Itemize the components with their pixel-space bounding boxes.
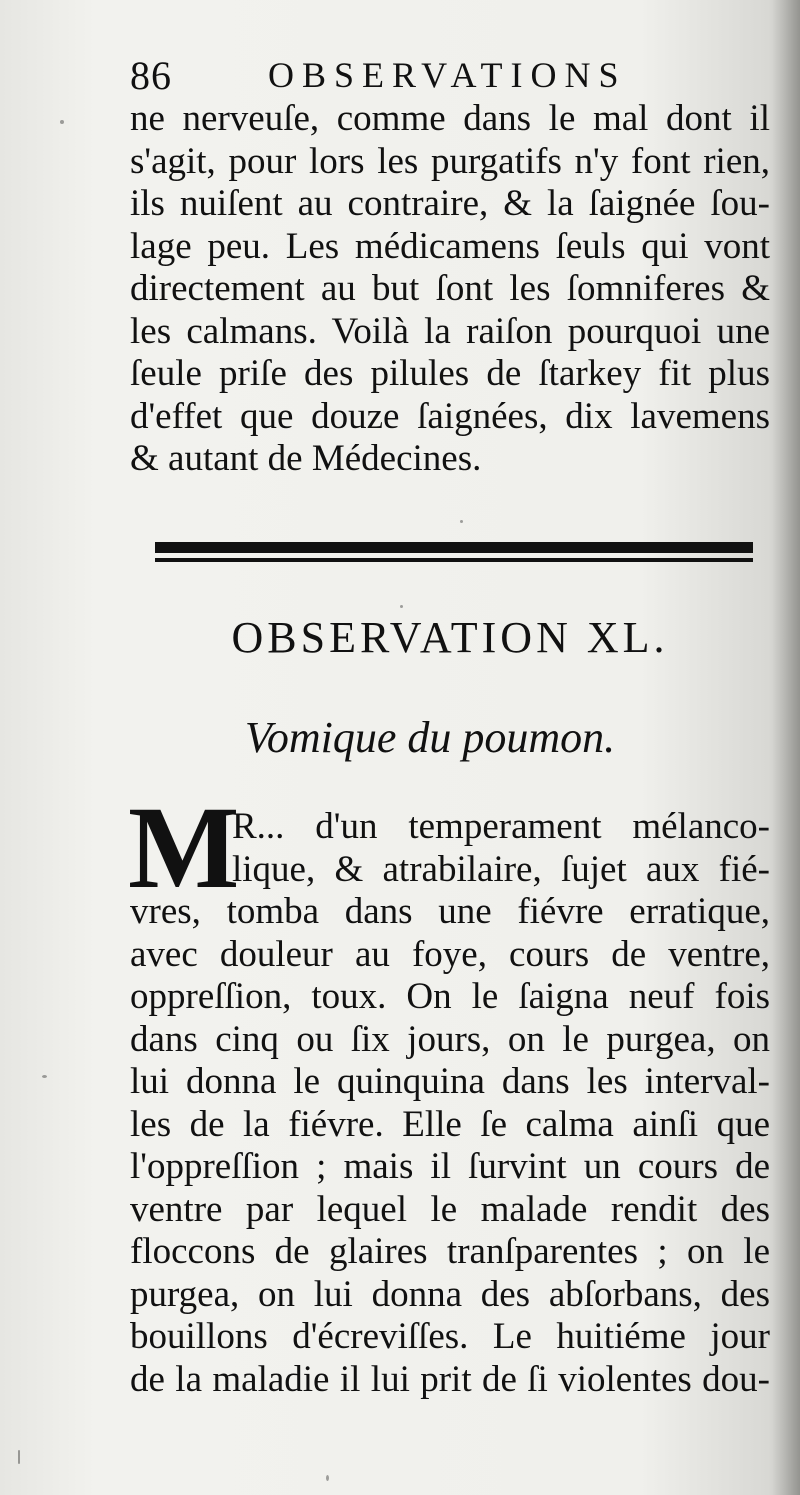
top-paragraph (130, 98, 770, 481)
text-line: ils nuiſent au contraire, & la ſaignée ſou- (130, 183, 770, 224)
paper-speck (42, 1075, 47, 1078)
paper-speck (18, 1450, 20, 1464)
text-line: directement au but ſont les ſomniferes & (130, 268, 770, 309)
text-line: ſeule priſe des pilules de ſtarkey fit plus (130, 353, 770, 394)
paper-speck (460, 520, 463, 523)
text-line: lique, & atrabilaire, ſujet aux fié- (232, 848, 770, 890)
page-number: 86 (130, 53, 172, 98)
paper-speck (326, 1475, 329, 1481)
text-line: vres, tomba dans une fiévre erratique, (130, 891, 770, 932)
text-line: ventre par lequel le malade rendit des (130, 1188, 770, 1230)
text-line: s'agit, pour lors les purgatifs n'y font rien, (130, 140, 770, 182)
running-head: OBSERVATIONS (268, 55, 627, 95)
paper-speck (60, 120, 64, 124)
divider-thick-line (155, 542, 753, 553)
section-subtitle: Vomique du poumon. (244, 713, 616, 762)
page-header (130, 52, 770, 102)
text-line: d'effet que douze ſaignées, dix lavemens (130, 395, 770, 437)
text-line: floccons de glaires tranſparentes ; on le (130, 1231, 770, 1272)
text-line: ne nerveuſe, comme dans le mal dont il (130, 98, 770, 139)
paper-speck (400, 605, 403, 608)
page-gutter-shadow (772, 0, 800, 1495)
text-line: purgea, on lui donna des abſorbans, des (130, 1273, 770, 1315)
text-line: dans cinq ou ſix jours, on le purgea, on (130, 1018, 770, 1060)
drop-cap: M (128, 782, 240, 913)
text-line: bouillons d'écreviſſes. Le huitiéme jour (130, 1316, 770, 1357)
text-line: lage peu. Les médicamens ſeuls qui vont (130, 225, 770, 267)
body-paragraph (130, 806, 770, 1401)
text-line: lui donna le quinquina dans les interval- (130, 1061, 770, 1102)
text-line: les de la fiévre. Elle ſe calma ainſi que (130, 1103, 770, 1145)
section-divider-rule (155, 542, 753, 564)
text-line: oppreſſion, toux. On le ſaigna neuf fois (130, 976, 770, 1017)
text-line: les calmans. Voilà la raiſon pourquoi une (130, 310, 770, 352)
text-line: de la maladie il lui prit de ſi violentes dou- (130, 1358, 770, 1400)
section-title: OBSERVATION XL. (231, 613, 669, 662)
text-line: avec douleur au foye, cours de ventre, (130, 933, 770, 975)
divider-thin-line (155, 558, 753, 562)
text-line: l'oppreſſion ; mais il ſurvint un cours de (130, 1146, 770, 1187)
text-line: & autant de Médecines. (130, 438, 482, 479)
text-line: R... d'un temperament mélanco- (232, 806, 770, 847)
